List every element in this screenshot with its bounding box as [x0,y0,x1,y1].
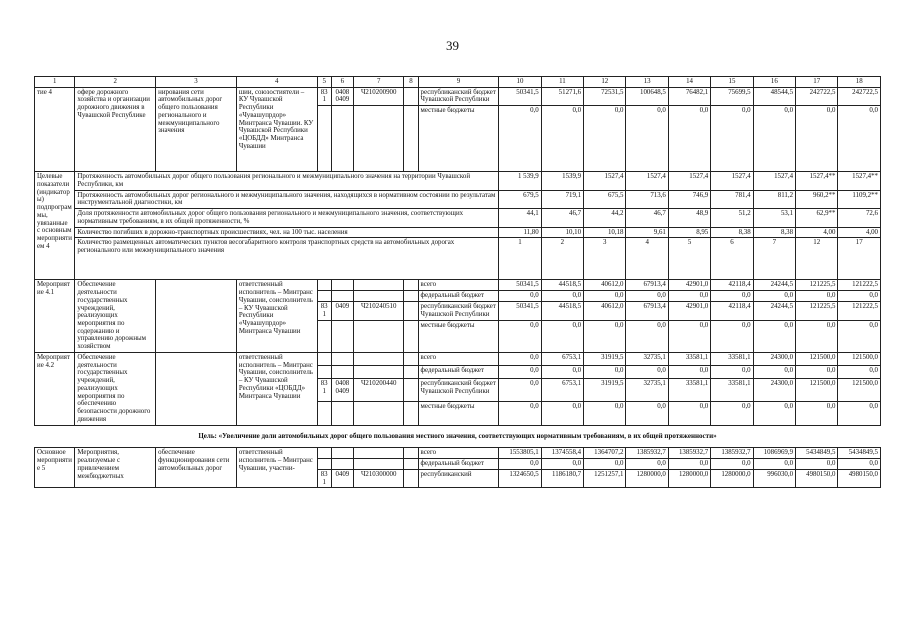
goal-row [35,425,881,448]
table-row [35,352,881,365]
value-cell: 8,95 [668,227,710,238]
value-cell: 24300,0 [753,379,795,401]
header-cell: 8 [404,77,418,88]
value-cell: 76482,1 [668,87,710,105]
header-cell: 18 [838,77,881,88]
value-cell: 48544,5 [753,87,795,105]
code-cell [331,366,353,379]
table-row [35,448,881,459]
value-cell: 996030,0 [753,469,795,487]
value-cell: 6 [711,238,753,280]
indicator-text: Количество погибших в дорожно-транспортных происшествиях, чел. на 100 тыс. населения [75,227,499,238]
code-cell: 0408 0409 [331,87,353,105]
value-cell: 0,0 [668,401,710,425]
value-cell: 0,0 [753,401,795,425]
value-cell: 0,0 [796,401,838,425]
code-cell: 0409 [331,469,353,487]
code-cell [331,280,353,291]
code-cell [404,291,418,302]
header-cell: 17 [796,77,838,88]
value-cell: 10,18 [584,227,626,238]
value-cell: 0,0 [838,106,881,172]
value-cell: 1527,4 [711,172,753,190]
funding-source: республиканский бюджет Чувашской Республики [418,379,499,401]
budget-table-wrapper [34,76,881,488]
indicator-row [35,190,881,208]
code-cell [331,291,353,302]
code-cell [404,448,418,459]
indicator-row [35,172,881,190]
value-cell: 50341,5 [499,87,541,105]
header-cell: 9 [418,77,499,88]
value-cell: 746,9 [668,190,710,208]
value-cell: 781,4 [711,190,753,208]
value-cell: 0,0 [753,459,795,470]
code-cell [404,459,418,470]
code-cell [317,352,331,365]
code-cell [404,379,418,401]
code-cell [317,459,331,470]
header-cell: 12 [584,77,626,88]
header-cell: 2 [75,77,156,88]
value-cell: 6753,1 [541,379,583,401]
code-cell: 831 [317,469,331,487]
indicator-row [35,238,881,280]
header-cell: 7 [353,77,403,88]
purpose-text [156,352,237,425]
value-cell: 679,5 [499,190,541,208]
funding-source: республиканский бюджет Чувашской Республики [418,302,499,321]
value-cell: 0,0 [753,291,795,302]
code-cell [331,106,353,172]
code-cell: 0408 0409 [331,379,353,401]
value-cell: 62,9** [796,209,838,227]
value-cell: 0,0 [499,320,541,352]
indicator-text: Протяженность автомобильных дорог общего пользования регионального и межмуниципального значения на территории Чувашской Республики, км [75,172,499,190]
code-cell [317,106,331,172]
value-cell: 0,0 [499,366,541,379]
value-cell: 72531,5 [584,87,626,105]
funding-source: республиканский бюджет Чувашской Республики [418,87,499,105]
value-cell: 33581,1 [668,352,710,365]
value-cell: 1527,4 [668,172,710,190]
code-cell: 831 [317,87,331,105]
value-cell: 67913,4 [626,302,668,321]
header-row [35,77,881,88]
funding-source: всего [418,352,499,365]
value-cell: 1324650,5 [499,469,541,487]
value-cell: 0,0 [711,106,753,172]
value-cell: 7 [753,238,795,280]
header-cell: 16 [753,77,795,88]
value-cell: 1 [499,238,541,280]
value-cell: 33581,1 [668,379,710,401]
value-cell: 5 [668,238,710,280]
value-cell: 960,2** [796,190,838,208]
value-cell: 40612,0 [584,280,626,291]
indicator-text: Протяженность автомобильных дорог регионального и межмуниципального значения, находящихся в нормативном состоянии по результатам инструментальной диагностики, км [75,190,499,208]
header-cell: 5 [317,77,331,88]
budget-table [34,76,881,488]
header-cell: 13 [626,77,668,88]
value-cell: 0,0 [626,366,668,379]
value-cell: 31919,5 [584,379,626,401]
goal-heading: Цель: «Увеличение доли автомобильных дорог общего пользования местного значения, соответствующих нормативным требованиям, в их общей протяженности» [35,425,881,448]
value-cell: 8,38 [753,227,795,238]
value-cell: 0,0 [668,366,710,379]
value-cell: 1280000,0 [711,469,753,487]
value-cell: 11,80 [499,227,541,238]
value-cell: 32735,1 [626,379,668,401]
value-cell: 44,1 [499,209,541,227]
value-cell: 121225,5 [796,302,838,321]
indicator-row [35,209,881,227]
value-cell: 48,9 [668,209,710,227]
value-cell: 1251257,1 [584,469,626,487]
value-cell: 0,0 [541,291,583,302]
value-cell: 0,0 [541,320,583,352]
value-cell: 0,0 [499,459,541,470]
value-cell: 24244,5 [753,302,795,321]
funding-source: республиканский [418,469,499,487]
value-cell: 0,0 [626,106,668,172]
value-cell: 121500,0 [796,352,838,365]
value-cell: 5434849,5 [796,448,838,459]
code-cell [404,302,418,321]
value-cell: 0,0 [838,401,881,425]
value-cell: 1553805,1 [499,448,541,459]
value-cell: 5434849,5 [838,448,881,459]
value-cell: 0,0 [796,291,838,302]
funding-source: местные бюджеты [418,106,499,172]
value-cell: 1086969,9 [753,448,795,459]
executor-text: шии, союзостиятели – КУ Чувашской Республики «Чувашупрдор» Минтранса Чувашии. КУ Чувашской Республики «ЦОБДД» Минтранса Чувашии [236,87,317,171]
code-cell [353,401,403,425]
value-cell: 0,0 [499,291,541,302]
code-cell [331,352,353,365]
value-cell: 1527,4 [753,172,795,190]
responsible-text: офере дорожного хозяйства и организации дорожного движения в Чувашской Республике [75,87,156,171]
code-cell: 0409 [331,302,353,321]
code-cell: 831 [317,379,331,401]
value-cell: 2 [541,238,583,280]
code-cell [404,106,418,172]
value-cell: 0,0 [499,352,541,365]
header-cell: 1 [35,77,75,88]
value-cell: 24300,0 [753,352,795,365]
table-row [35,87,881,105]
value-cell: 0,0 [626,459,668,470]
code-cell [353,459,403,470]
value-cell: 4980150,0 [838,469,881,487]
value-cell: 44518,5 [541,302,583,321]
value-cell: 42118,4 [711,302,753,321]
responsible-text: Обеспечение деятельности государственных учреждений, реализующих мероприятия по обеспечению безопасности дорожного движения [75,352,156,425]
value-cell: 713,6 [626,190,668,208]
value-cell: 0,0 [584,366,626,379]
value-cell: 0,0 [796,320,838,352]
value-cell: 44518,5 [541,280,583,291]
code-cell [331,320,353,352]
value-cell: 0,0 [626,291,668,302]
value-cell: 31919,5 [584,352,626,365]
value-cell: 811,2 [753,190,795,208]
value-cell: 121222,5 [838,302,881,321]
code-cell [317,291,331,302]
value-cell: 1364707,2 [584,448,626,459]
funding-source: местные бюджеты [418,320,499,352]
code-cell [353,366,403,379]
code-cell [317,320,331,352]
code-cell [404,280,418,291]
value-cell: 0,0 [584,401,626,425]
value-cell: 10,10 [541,227,583,238]
table-row [35,280,881,291]
value-cell: 0,0 [711,320,753,352]
value-cell: 242722,5 [838,87,881,105]
responsible-text: Обеспечение деятельности государственных учреждений, реализующих мероприятия по содержанию и управлению дорожным хозяйством [75,280,156,353]
funding-source: местные бюджеты [418,401,499,425]
value-cell: 1527,4 [584,172,626,190]
value-cell: 0,0 [541,401,583,425]
executor-text: ответственный исполнитель – Минтранс Чувашии, соисполнитель – КУ Чувашской Республики «ЦОБДД» Минтранса Чувашии [236,352,317,425]
value-cell: 0,0 [668,106,710,172]
value-cell: 0,0 [711,459,753,470]
value-cell: 242722,5 [796,87,838,105]
code-cell [353,291,403,302]
value-cell: 50341,5 [499,302,541,321]
header-cell: 3 [156,77,237,88]
value-cell: 0,0 [753,320,795,352]
value-cell: 4 [626,238,668,280]
value-cell: 0,0 [796,106,838,172]
value-cell: 0,0 [668,459,710,470]
header-cell: 4 [236,77,317,88]
code-cell [331,448,353,459]
value-cell: 0,0 [541,366,583,379]
row-label: тие 4 [35,87,75,171]
value-cell: 0,0 [668,320,710,352]
value-cell: 0,0 [838,320,881,352]
page-number: 39 [446,38,459,53]
value-cell: 0,0 [584,291,626,302]
value-cell: 12 [796,238,838,280]
code-cell [404,320,418,352]
funding-source: федеральный бюджет [418,459,499,470]
code-cell [404,401,418,425]
value-cell: 121225,5 [796,280,838,291]
value-cell: 33581,1 [711,352,753,365]
value-cell: 53,1 [753,209,795,227]
code-cell: 831 [317,302,331,321]
value-cell: 44,2 [584,209,626,227]
value-cell: 67913,4 [626,280,668,291]
indicators-label: Целевые показатели (индикаторы) подпрограммы, увязанные с основным мероприятием 4 [35,172,75,280]
value-cell: 1280000,0 [668,469,710,487]
row-label: Основное мероприятие 5 [35,448,75,488]
code-cell [353,106,403,172]
value-cell: 0,0 [838,459,881,470]
value-cell: 121222,5 [838,280,881,291]
value-cell: 0,0 [838,291,881,302]
code-cell: Ч210200440 [353,379,403,401]
value-cell: 0,0 [796,459,838,470]
header-cell: 6 [331,77,353,88]
value-cell: 0,0 [838,366,881,379]
funding-source: федеральный бюджет [418,366,499,379]
indicator-text: Количество размещенных автоматических пунктов весогабаритного контроля транспортных средств на автомобильных дорогах регионального или межмуниципального значения [75,238,499,280]
code-cell [353,352,403,365]
code-cell [317,401,331,425]
value-cell: 0,0 [753,106,795,172]
value-cell: 121500,0 [838,352,881,365]
header-cell: 10 [499,77,541,88]
indicator-row [35,227,881,238]
purpose-text [156,280,237,353]
code-cell: Ч210200900 [353,87,403,105]
value-cell: 0,0 [541,106,583,172]
value-cell: 8,38 [711,227,753,238]
value-cell: 121500,0 [838,379,881,401]
funding-source: федеральный бюджет [418,291,499,302]
value-cell: 675,5 [584,190,626,208]
value-cell: 1385932,7 [668,448,710,459]
code-cell [331,401,353,425]
code-cell [331,459,353,470]
value-cell: 0,0 [711,401,753,425]
code-cell [353,320,403,352]
funding-source: всего [418,448,499,459]
value-cell: 0,0 [668,291,710,302]
purpose-text: нирования сети автомобильных дорог общего пользования регионального и межмуниципального значения [156,87,237,171]
value-cell: 0,0 [499,401,541,425]
code-cell [404,366,418,379]
value-cell: 1385932,7 [626,448,668,459]
value-cell: 719,1 [541,190,583,208]
value-cell: 1 539,9 [499,172,541,190]
value-cell: 1527,4** [796,172,838,190]
value-cell: 32735,1 [626,352,668,365]
value-cell: 4,00 [796,227,838,238]
code-cell [353,280,403,291]
value-cell: 1527,4** [838,172,881,190]
value-cell: 0,0 [711,291,753,302]
value-cell: 46,7 [541,209,583,227]
code-cell [404,469,418,487]
executor-text: ответственный исполнитель – Минтранс Чувашии, участни- [236,448,317,488]
responsible-text: Мероприятия, реализуемые с привлечением межбюджетных [75,448,156,488]
code-cell [404,352,418,365]
indicator-text: Доля протяженности автомобильных дорог общего пользования регионального и межмуниципального значения, соответствующих нормативным требованиям, в их общей протяженности, % [75,209,499,227]
value-cell: 40612,0 [584,302,626,321]
value-cell: 75699,5 [711,87,753,105]
value-cell: 100648,5 [626,87,668,105]
executor-text: ответственный исполнитель – Минтранс Чувашии, соисполнитель – КУ Чувашской Республики «Чувашупрдор» Минтранса Чувашии [236,280,317,353]
value-cell: 46,7 [626,209,668,227]
code-cell [404,87,418,105]
header-cell: 15 [711,77,753,88]
value-cell: 0,0 [711,366,753,379]
funding-source: всего [418,280,499,291]
value-cell: 1527,4 [626,172,668,190]
value-cell: 17 [838,238,881,280]
code-cell [317,448,331,459]
value-cell: 0,0 [626,401,668,425]
value-cell: 0,0 [753,366,795,379]
code-cell [353,448,403,459]
header-cell: 11 [541,77,583,88]
value-cell: 0,0 [584,106,626,172]
header-cell: 14 [668,77,710,88]
value-cell: 1539,9 [541,172,583,190]
value-cell: 1186180,7 [541,469,583,487]
row-label: Мероприятие 4.2 [35,352,75,425]
value-cell: 0,0 [796,366,838,379]
code-cell [317,366,331,379]
value-cell: 4980150,0 [796,469,838,487]
value-cell: 0,0 [584,320,626,352]
purpose-text: обеспечение функционирования сети автомобильных дорог [156,448,237,488]
value-cell: 1374558,4 [541,448,583,459]
value-cell: 0,0 [626,320,668,352]
value-cell: 42901,0 [668,302,710,321]
value-cell: 0,0 [584,459,626,470]
value-cell: 51,2 [711,209,753,227]
value-cell: 24244,5 [753,280,795,291]
value-cell: 1280000,0 [626,469,668,487]
code-cell: Ч210300000 [353,469,403,487]
value-cell: 121500,0 [796,379,838,401]
row-label: Мероприятие 4.1 [35,280,75,353]
value-cell: 4,00 [838,227,881,238]
value-cell: 51271,6 [541,87,583,105]
value-cell: 0,0 [499,379,541,401]
value-cell: 72,6 [838,209,881,227]
value-cell: 3 [584,238,626,280]
code-cell: Ч210240510 [353,302,403,321]
value-cell: 1385932,7 [711,448,753,459]
value-cell: 6753,1 [541,352,583,365]
code-cell [317,280,331,291]
value-cell: 42901,0 [668,280,710,291]
value-cell: 42118,4 [711,280,753,291]
value-cell: 9,61 [626,227,668,238]
value-cell: 0,0 [499,106,541,172]
value-cell: 1109,2** [838,190,881,208]
value-cell: 0,0 [541,459,583,470]
value-cell: 50341,5 [499,280,541,291]
value-cell: 33581,1 [711,379,753,401]
